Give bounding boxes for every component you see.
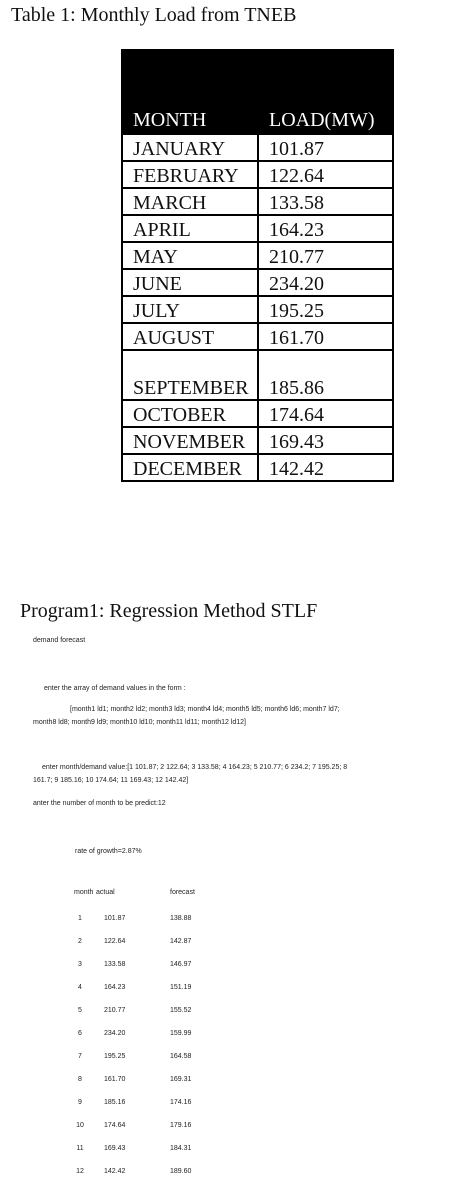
forecast-value-cell: 142.87 [170, 938, 192, 945]
forecast-value-cell: 159.99 [170, 1030, 192, 1037]
month-cell: OCTOBER [122, 400, 258, 427]
load-table-row [122, 427, 393, 454]
forecast-value-cell: 184.31 [170, 1145, 192, 1152]
month-cell: SEPTEMBER [122, 350, 258, 400]
forecast-actual-cell: 101.87 [104, 915, 126, 922]
forecast-month-cell: 10 [76, 1122, 84, 1129]
forecast-month-cell: 5 [78, 1007, 82, 1014]
forecast-actual-cell: 142.42 [104, 1168, 126, 1175]
output-form-line-1: [month1 ld1; month2 ld2; month3 ld3; month4 ld4; month5 ld5; month6 ld6; month7 ld7; [70, 706, 340, 713]
header-month [122, 50, 258, 134]
forecast-value-cell: 164.58 [170, 1053, 192, 1060]
forecast-value-cell: 138.88 [170, 915, 192, 922]
load-table-row [122, 215, 393, 242]
forecast-header-actual: actual [96, 889, 115, 896]
load-table-row [122, 454, 393, 481]
forecast-month-cell: 2 [78, 938, 82, 945]
forecast-actual-cell: 195.25 [104, 1053, 126, 1060]
month-cell: AUGUST [122, 323, 258, 350]
load-cell: 210.77 [258, 242, 393, 269]
output-values-line-2: 161.7; 9 185.16; 10 174.64; 11 169.43; 12 142.42] [33, 777, 189, 784]
load-cell: 101.87 [258, 134, 393, 161]
load-table-row [122, 296, 393, 323]
load-cell: 195.25 [258, 296, 393, 323]
forecast-actual-cell: 164.23 [104, 984, 126, 991]
month-cell: FEBRUARY [122, 161, 258, 188]
forecast-actual-cell: 210.77 [104, 1007, 126, 1014]
forecast-actual-cell: 122.64 [104, 938, 126, 945]
load-table-row [122, 323, 393, 350]
forecast-actual-cell: 161.70 [104, 1076, 126, 1083]
forecast-month-cell: 3 [78, 961, 82, 968]
load-cell: 133.58 [258, 188, 393, 215]
forecast-month-cell: 7 [78, 1053, 82, 1060]
forecast-month-cell: 8 [78, 1076, 82, 1083]
forecast-actual-cell: 234.20 [104, 1030, 126, 1037]
load-cell: 185.86 [258, 350, 393, 400]
forecast-value-cell: 169.31 [170, 1076, 192, 1083]
load-table-row [122, 269, 393, 296]
forecast-value-cell: 155.52 [170, 1007, 192, 1014]
table-header-row [122, 50, 393, 134]
forecast-actual-cell: 169.43 [104, 1145, 126, 1152]
forecast-month-cell: 9 [78, 1099, 82, 1106]
table-title: Table 1: Monthly Load from TNEB [11, 4, 297, 26]
forecast-actual-cell: 174.64 [104, 1122, 126, 1129]
forecast-value-cell: 179.16 [170, 1122, 192, 1129]
forecast-month-cell: 4 [78, 984, 82, 991]
forecast-value-cell: 174.16 [170, 1099, 192, 1106]
load-table-row [122, 161, 393, 188]
forecast-month-cell: 6 [78, 1030, 82, 1037]
month-cell: MARCH [122, 188, 258, 215]
load-table-row [122, 242, 393, 269]
load-table-row [122, 188, 393, 215]
month-cell: APRIL [122, 215, 258, 242]
load-table-row [122, 350, 393, 400]
header-load [258, 50, 393, 134]
load-cell: 161.70 [258, 323, 393, 350]
monthly-load-table [121, 49, 394, 482]
forecast-month-cell: 12 [76, 1168, 84, 1175]
month-cell: JANUARY [122, 134, 258, 161]
forecast-header-month: month [74, 889, 94, 896]
forecast-header-forecast: forecast [170, 889, 195, 896]
output-demand-forecast: demand forecast [33, 637, 86, 644]
load-cell: 174.64 [258, 400, 393, 427]
output-values-line-1: enter month/demand value:[1 101.87; 2 122.64; 3 133.58; 4 164.23; 5 210.77; 6 234.2; 7 195.25; 8 [42, 764, 348, 771]
load-cell: 169.43 [258, 427, 393, 454]
load-cell: 142.42 [258, 454, 393, 481]
load-cell: 122.64 [258, 161, 393, 188]
forecast-value-cell: 189.60 [170, 1168, 192, 1175]
program-title: Program1: Regression Method STLF [20, 600, 318, 622]
output-growth-rate: rate of growth=2.87% [75, 848, 142, 855]
load-cell: 234.20 [258, 269, 393, 296]
month-cell: NOVEMBER [122, 427, 258, 454]
forecast-value-cell: 151.19 [170, 984, 192, 991]
load-table-row [122, 134, 393, 161]
output-predict-prompt: anter the number of month to be predict:12 [33, 800, 166, 807]
month-cell: JUNE [122, 269, 258, 296]
header-month-label: MONTH [133, 109, 207, 131]
output-array-prompt: enter the array of demand values in the form : [44, 685, 186, 692]
month-cell: MAY [122, 242, 258, 269]
load-cell: 164.23 [258, 215, 393, 242]
load-table-row [122, 400, 393, 427]
forecast-value-cell: 146.97 [170, 961, 192, 968]
forecast-actual-cell: 185.16 [104, 1099, 126, 1106]
forecast-actual-cell: 133.58 [104, 961, 126, 968]
forecast-month-cell: 11 [76, 1145, 84, 1152]
header-load-label: LOAD(MW) [269, 109, 375, 131]
output-form-line-2: month8 ld8; month9 ld9; month10 ld10; month11 ld11; month12 ld12] [33, 719, 246, 726]
month-cell: JULY [122, 296, 258, 323]
month-cell: DECEMBER [122, 454, 258, 481]
forecast-month-cell: 1 [78, 915, 82, 922]
